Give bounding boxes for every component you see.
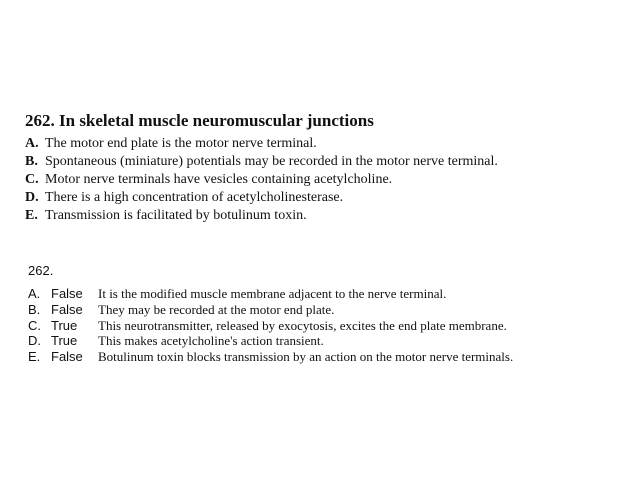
answer-verdict: True	[51, 317, 78, 333]
answer-block	[28, 262, 628, 365]
option-text: Spontaneous (miniature) potentials may be recorded in the motor nerve terminal.	[45, 154, 498, 169]
option-text: Motor nerve terminals have vesicles containing acetylcholine.	[45, 172, 393, 187]
answer-verdict: False	[51, 301, 83, 317]
answer-row-a	[28, 286, 628, 302]
answer-verdict: False	[51, 349, 83, 365]
answer-explanation: This makes acetylcholine's action transient.	[98, 333, 324, 349]
answer-row-d	[28, 333, 628, 349]
answer-row-b	[28, 302, 628, 318]
answer-explanation: They may be recorded at the motor end plate.	[98, 301, 335, 317]
answer-explanation: Botulinum toxin blocks transmission by an action on the motor nerve terminals.	[98, 349, 514, 365]
answer-verdict: True	[51, 333, 78, 349]
option-d	[25, 189, 625, 207]
option-a	[25, 135, 625, 153]
question-title: 262. In skeletal muscle neuromuscular junctions	[25, 111, 374, 130]
answer-letter: B.	[28, 301, 41, 317]
option-text: Transmission is facilitated by botulinum toxin.	[45, 208, 307, 223]
answer-letter: D.	[28, 333, 41, 349]
answer-row-c	[28, 318, 628, 334]
option-letter: D.	[25, 190, 39, 205]
answer-letter: E.	[28, 349, 41, 365]
option-letter: A.	[25, 136, 39, 151]
option-letter: C.	[25, 172, 39, 187]
question-block	[25, 110, 625, 225]
option-text: The motor end plate is the motor nerve terminal.	[45, 136, 317, 151]
option-e	[25, 207, 625, 225]
option-letter: B.	[25, 154, 38, 169]
option-b	[25, 153, 625, 171]
option-letter: E.	[25, 208, 38, 223]
answer-letter: A.	[28, 286, 41, 301]
answer-explanation: This neurotransmitter, released by exocytosis, excites the end plate membrane.	[98, 317, 507, 333]
option-c	[25, 171, 625, 189]
option-text: There is a high concentration of acetylcholinesterase.	[45, 190, 344, 205]
answer-verdict: False	[51, 286, 83, 301]
answer-letter: C.	[28, 317, 41, 333]
answer-row-e	[28, 349, 628, 365]
answer-number: 262.	[28, 263, 54, 278]
answer-explanation: It is the modified muscle membrane adjacent to the nerve terminal.	[98, 286, 447, 301]
